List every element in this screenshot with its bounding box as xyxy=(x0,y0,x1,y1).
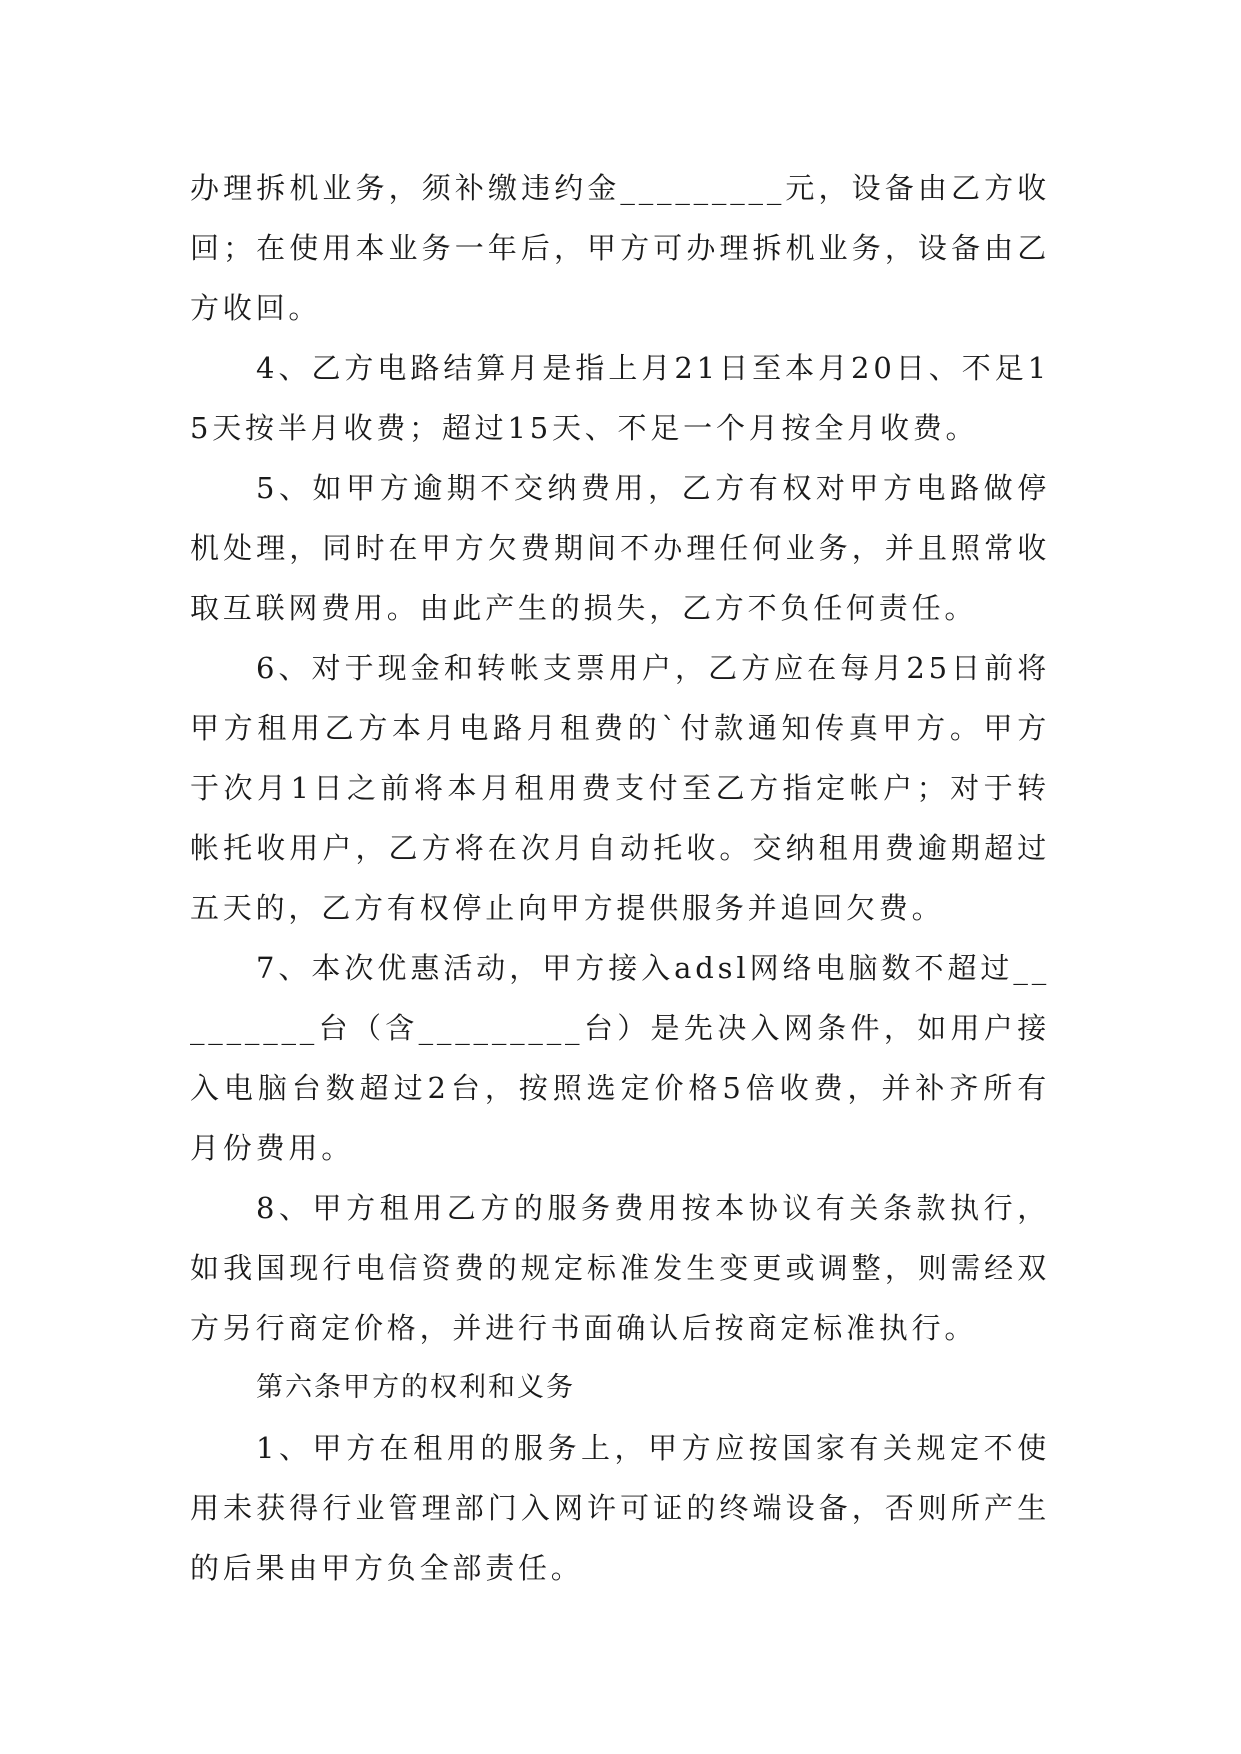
paragraph-section6-clause-1: 1、甲方在租用的服务上，甲方应按国家有关规定不使用未获得行业管理部门入网许可证的终端设备，否则所产生的后果由甲方负全部责任。 xyxy=(190,1431,1050,1585)
paragraph-equipment-return: 办理拆机业务，须补缴违约金_________元，设备由乙方收回；在使用本业务一年后，甲方可办理拆机业务，设备由乙方收回。 xyxy=(190,171,1050,325)
paragraph-clause-4-billing-month: 4、乙方电路结算月是指上月21日至本月20日、不足15天按半月收费；超过15天、不足一个月按全月收费。 xyxy=(190,351,1050,445)
paragraph-clause-8-fees: 8、甲方租用乙方的服务费用按本协议有关条款执行，如我国现行电信资费的规定标准发生变更或调整，则需经双方另行商定价格，并进行书面确认后按商定标准执行。 xyxy=(190,1191,1050,1345)
paragraph-clause-7-promotion: 7、本次优惠活动，甲方接入adsl网络电脑数不超过_________台（含_________台）是先决入网条件，如用户接入电脑台数超过2台，按照选定价格5倍收费，并补齐所有月份费用。 xyxy=(190,951,1050,1165)
document-body xyxy=(190,158,1050,1598)
paragraph-clause-6-payment: 6、对于现金和转帐支票用户，乙方应在每月25日前将甲方租用乙方本月电路月租费的`付款通知传真甲方。甲方于次月1日之前将本月租用费支付至乙方指定帐户；对于转帐托收用户，乙方将在次月自动托收。交纳租用费逾期超过五天的，乙方有权停止向甲方提供服务并追回欠费。 xyxy=(190,651,1050,925)
paragraph-clause-5-overdue: 5、如甲方逾期不交纳费用，乙方有权对甲方电路做停机处理，同时在甲方欠费期间不办理任何业务，并且照常收取互联网费用。由此产生的损失，乙方不负任何责任。 xyxy=(190,471,1050,625)
section-heading: 第六条甲方的权利和义务 xyxy=(256,1372,575,1403)
